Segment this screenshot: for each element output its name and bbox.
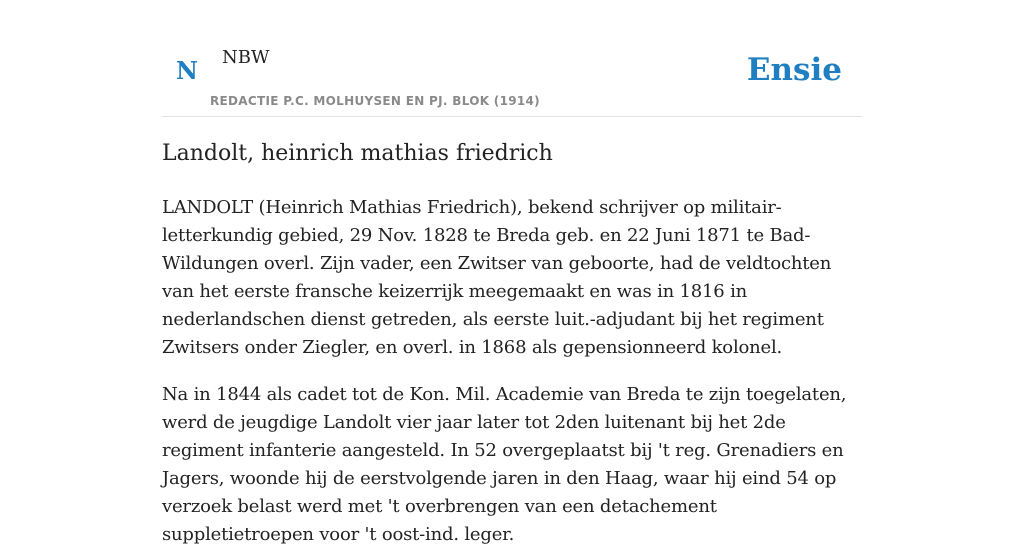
article-paragraph: LANDOLT (Heinrich Mathias Friedrich), bekend schrijver op militair-letterkundig gebied, 29 Nov. 1828 te Breda geb. en 22 Juni 1871 te Bad-Wildungen overl. Zijn vader, een Zwitser van geboorte, had de veldtochten van het eerste fransche keizerrijk meegemaakt en was in 1816 in nederlandschen dienst getreden, als eerste luit.-adjudant bij het regiment Zwitsers onder Ziegler, en overl. in 1868 als gepensionneerd kolonel. — [162, 197, 832, 358]
source-subtitle: REDACTIE P.C. MOLHUYSEN EN PJ. BLOK (1914) — [210, 94, 540, 108]
source-logo[interactable]: N — [176, 56, 198, 85]
ensie-logo-link[interactable]: Ensie — [746, 52, 842, 88]
source-name[interactable]: NBW — [222, 47, 270, 68]
article-paragraph: Na in 1844 als cadet tot de Kon. Mil. Academie van Breda te zijn toegelaten, werd de jeugdige Landolt vier jaar later tot 2den luitenant bij het 2de regiment infanterie aangesteld. In 52 overgeplaatst bij 't reg. Grenadiers en Jagers, woonde hij de eerstvolgende jaren in den Haag, waar hij eind 54 op verzoek belast werd met 't overbrengen van een detachement suppletietroepen voor 't oost-ind. leger. — [162, 384, 847, 545]
page-header — [162, 0, 862, 117]
article-content — [162, 138, 862, 549]
article-title: Landolt, heinrich mathias friedrich — [162, 141, 553, 166]
